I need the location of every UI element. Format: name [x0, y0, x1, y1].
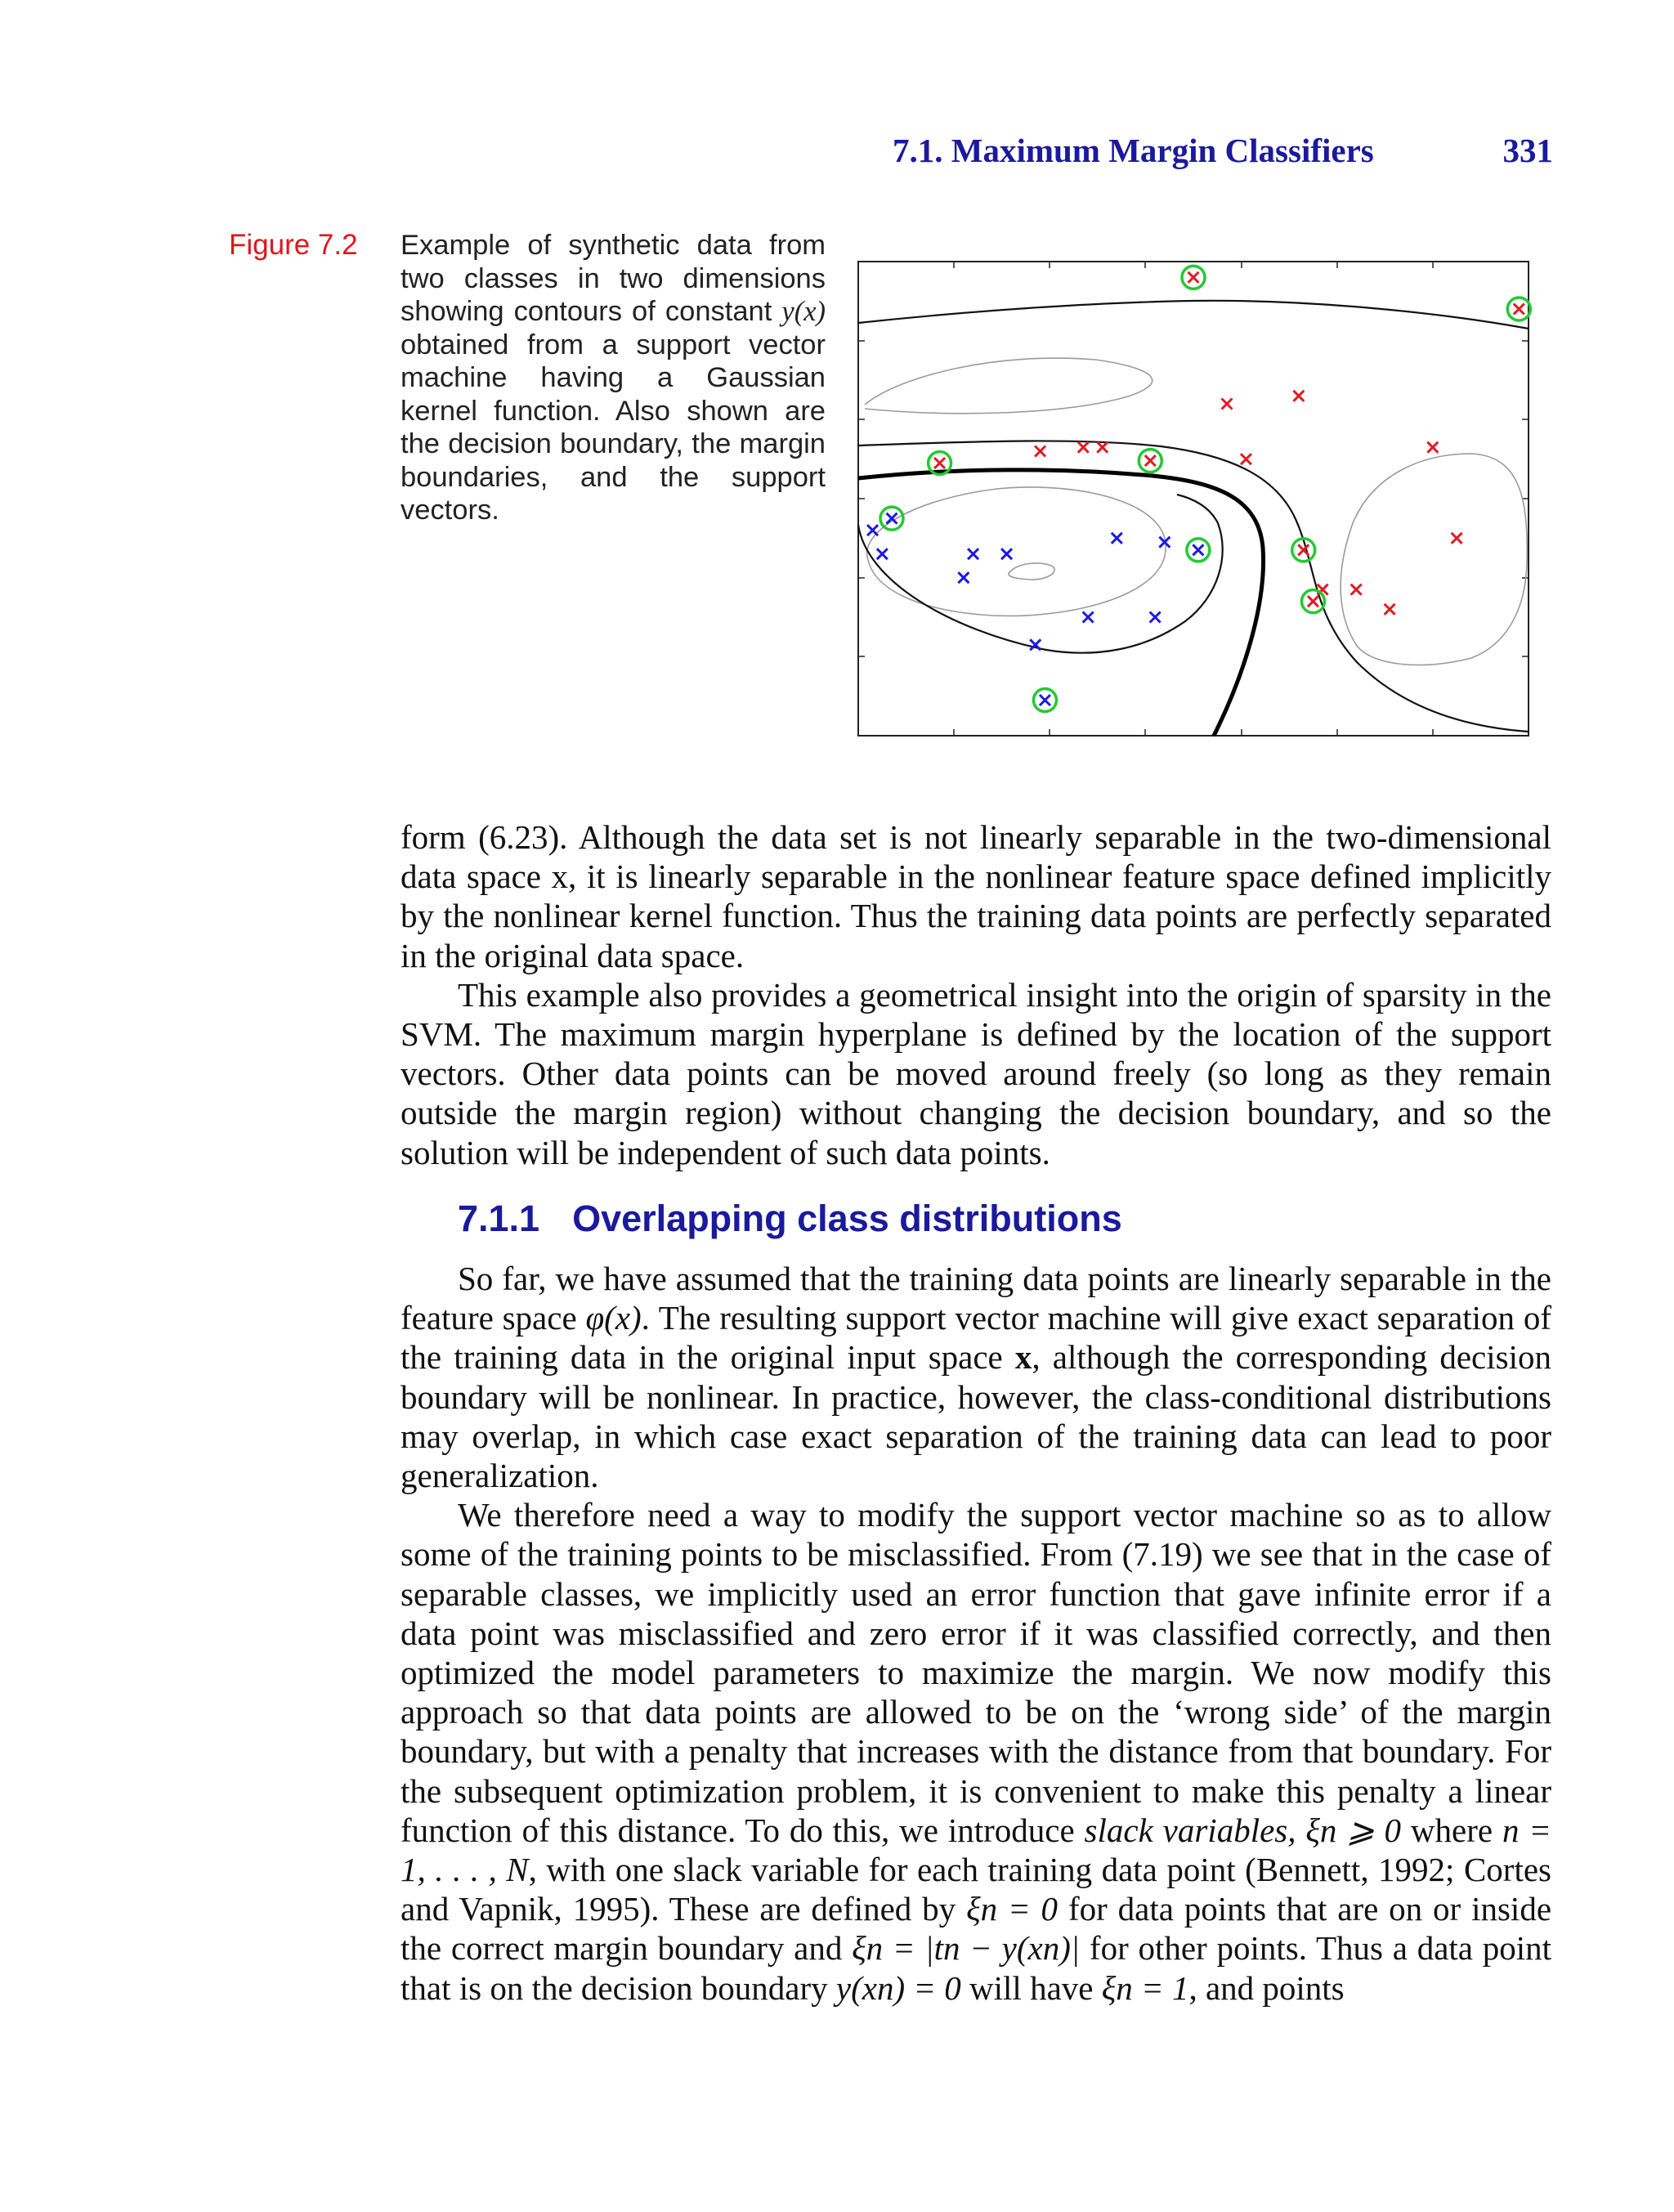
red-cross-point [1385, 604, 1395, 615]
blue-cross-point [867, 525, 878, 535]
p4-text-g: , and points [1188, 1968, 1345, 2007]
blue-cross-point [1112, 533, 1122, 544]
blue-cross-point [958, 572, 969, 583]
red-cross-point [1145, 455, 1156, 466]
blue-cross-point [1083, 612, 1094, 623]
contour-grey-top-left [865, 358, 1153, 414]
subsection-title: Overlapping class distributions [572, 1198, 1122, 1239]
red-cross-point [1241, 454, 1251, 464]
body-text-upper [401, 817, 1551, 1172]
p3-text-a: So far, we have assumed that the training data points are linearly separable in the feature space [401, 1260, 1551, 1337]
paragraph-1: form (6.23). Although the data set is not linearly separable in the two-dimensional data space x, it is linearly separable in the nonlinear feature space defined implicitly by the nonlinear kernel function. Thus the training data points are perfectly separated in the original data space. [401, 818, 1551, 974]
p4-text-d: for data points that are on or inside the correct margin boundary and [401, 1890, 1552, 1968]
p4-math-4: ξn = |tn − y(xn)| [852, 1929, 1081, 1968]
p4-text-f: will have [969, 1968, 1094, 2007]
caption-text-2: obtained from a support vector machine having a Gaussian kernel function. Also shown are the decision boundary, the margin boundaries, and the support vectors. [401, 329, 826, 526]
red-cross-point [1188, 272, 1199, 283]
caption-math: y(x) [781, 296, 826, 327]
blue-cross-point [1030, 639, 1041, 650]
svm-contour-plot [850, 237, 1537, 744]
figure-caption [401, 229, 826, 527]
blue-cross-point [1001, 549, 1012, 559]
red-cross-point [1078, 442, 1089, 453]
p4-text-b: where [1401, 1811, 1493, 1849]
p4-text-e: for other points. Thus a data point that is on the decision boundary [401, 1929, 1552, 2007]
caption-text-1: Example of synthetic data from two classes in two dimensions showing contours of constant [401, 230, 826, 327]
p4-math-5: y(xn) = 0 [835, 1968, 961, 2007]
blue-cross-point [1193, 544, 1203, 555]
paragraph-2: This example also provides a geometrical insight into the origin of sparsity in the SVM. The maximum margin hyperplane is defined by the location of the support vectors. Other data points can be moved around freely (so long as they remain outside the margin region) without changing the decision boundary, and so the solution will be independent of such data points. [401, 975, 1551, 1171]
red-cross-point [1097, 442, 1108, 453]
subsection-number: 7.1.1 [458, 1198, 540, 1239]
running-head-title: 7.1. Maximum Margin Classifiers [893, 132, 1374, 169]
p3-text-c: , although the corresponding decision boundary will be nonlinear. In practice, however, the class-conditional distributions may overlap, in which case exact separation of the training data can lead to poor generalization. [401, 1338, 1551, 1495]
red-cross-point [1293, 391, 1304, 401]
subsection-heading [458, 1198, 1122, 1240]
blue-cross-point [1040, 695, 1050, 705]
paragraph-4 [401, 1495, 1551, 2008]
p4-text-a: We therefore need a way to modify the support vector machine so as to allow some of the training points to be misclassified. From (7.19) we see that in the case of separable classes, we implicitly used an error function that gave infinite error if a data point was misclassified and zero error if it was classified correctly, and then optimized the model parameters to maximize the margin. We now modify this approach so that data points are allowed to be on the ‘wrong side’ of the margin boundary, but with a penalty that increases with the distance from that boundary. For the subsequent optimization problem, it is convenient to make this penalty a linear function of this distance. To do this, we introduce [401, 1496, 1551, 1849]
red-cross-point [1452, 533, 1462, 544]
blue-cross-point [968, 549, 978, 559]
page-number: 331 [1502, 132, 1553, 169]
p4-math-1: , ξn ⩾ 0 [1287, 1811, 1402, 1849]
red-cross-point [1514, 304, 1524, 315]
p4-math-6: ξn = 1 [1101, 1968, 1189, 2007]
paragraph-3 [401, 1259, 1551, 1495]
running-head [883, 131, 1553, 172]
red-cross-point [1351, 584, 1362, 595]
p3-text-b: . The resulting support vector machine will give exact separation of the training data in the original input space [401, 1299, 1552, 1377]
margin-boundary-upper-class [858, 441, 1529, 732]
red-cross-point [1222, 399, 1233, 410]
p4-slack-variables: slack variables [1084, 1811, 1288, 1849]
blue-cross-point [1150, 612, 1161, 623]
contour-grey-small-center [1009, 563, 1054, 580]
red-cross-point [1308, 596, 1318, 607]
contour-grey-right [1341, 454, 1527, 665]
p3-math-phi: φ(x) [585, 1299, 642, 1337]
data-markers [867, 266, 1530, 711]
p4-math-2: n = 1, . . . , N [401, 1811, 1551, 1889]
p3-math-x: x [1014, 1338, 1032, 1377]
p4-math-3: ξn = 0 [966, 1890, 1059, 1928]
red-cross-point [1427, 442, 1438, 453]
red-cross-point [934, 458, 945, 468]
margin-boundary-lower-class [858, 495, 1223, 653]
figure-label: Figure 7.2 [229, 229, 358, 261]
red-cross-point [1035, 446, 1045, 457]
margin-boundary-top [858, 301, 1529, 329]
blue-cross-point [877, 549, 888, 559]
p4-text-c: , with one slack variable for each training data point (Bennett, 1992; Cortes and Vapnik, 1995). These are defined by [401, 1851, 1551, 1928]
body-text-lower [401, 1259, 1551, 2008]
